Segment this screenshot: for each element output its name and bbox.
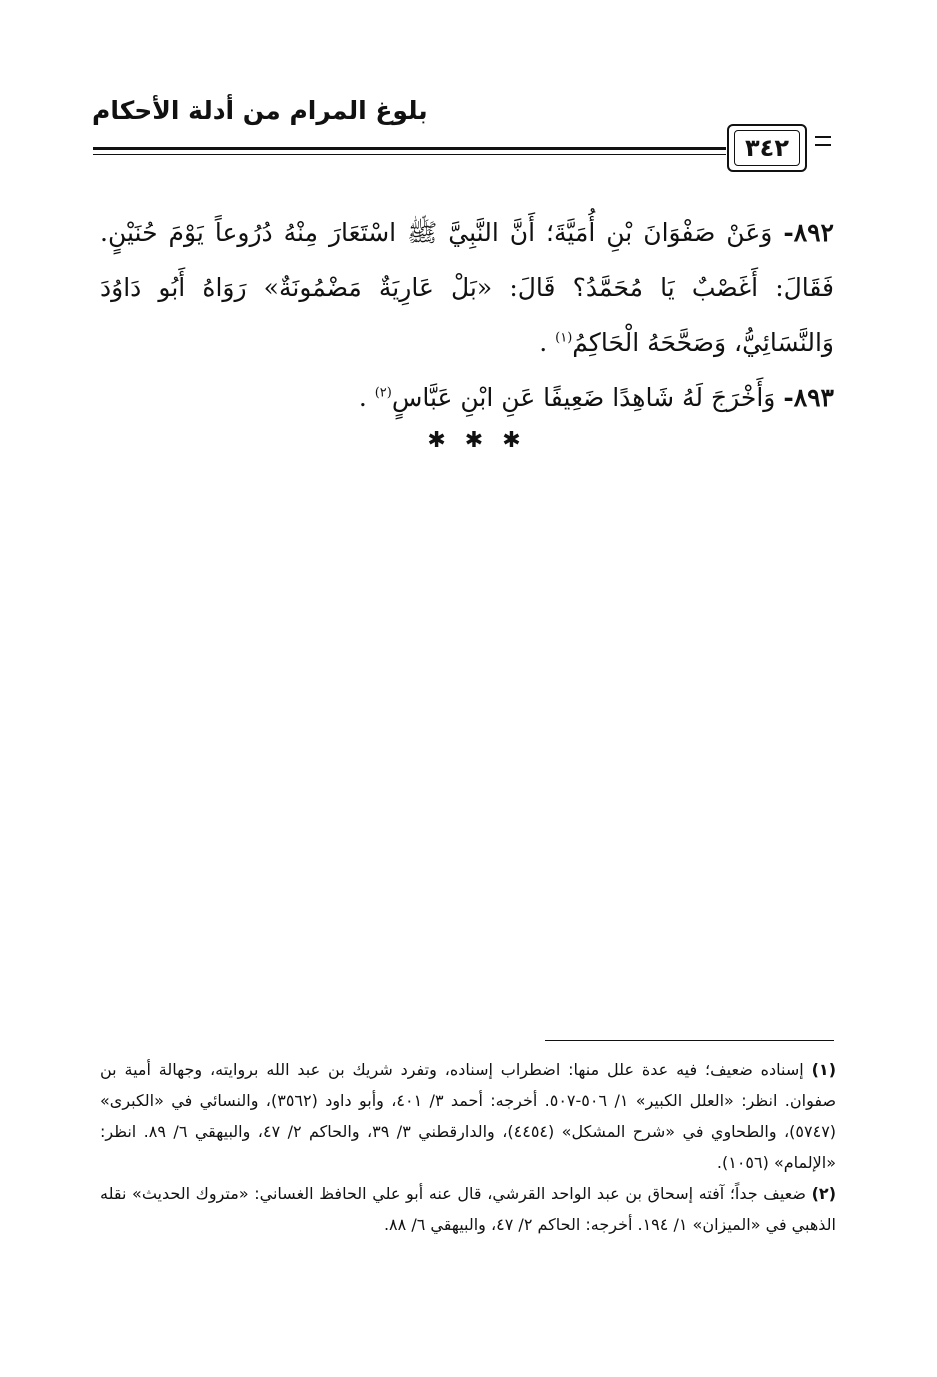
page-number-frame bbox=[727, 124, 807, 172]
asterisk-icon: ✱ bbox=[427, 428, 450, 453]
hadith-text: وَأَخْرَجَ لَهُ شَاهِدًا ضَعِيفًا عَنِ ابْنِ عَبَّاسٍ bbox=[391, 383, 776, 412]
footnote-number: (٢) bbox=[811, 1184, 836, 1203]
hadith-number: ٨٩٣- bbox=[783, 383, 834, 412]
hadith-number: ٨٩٢- bbox=[783, 218, 834, 247]
asterisk-icon: ✱ bbox=[464, 428, 488, 453]
footnote-number: (١) bbox=[811, 1060, 836, 1079]
header-rule-thin bbox=[93, 154, 726, 155]
main-text bbox=[100, 205, 834, 425]
footnote-ref[interactable]: (٢) bbox=[374, 385, 392, 401]
footnotes bbox=[100, 1054, 836, 1240]
footnote-2 bbox=[100, 1178, 836, 1240]
footnote-text: إسناده ضعيف؛ فيه عدة علل منها: اضطراب إسناده، وتفرد شريك بن عبد الله بروايته، وجهالة أمية بن صفوان. انظر: «العلل الكبير» ١/ ٥٠٦-٥٠٧. أخرجه: أحمد ٣/ ٤٠١، وأبو داود (٣٥٦٢)، والنسائي في «الكبرى» (٥٧٤٧)، والطحاوي في «شرح المشكل» (٤٤٥٤)، والدارقطني ٣/ ٣٩، والحاكم ٢/ ٤٧، والبيهقي ٦/ ٨٩. انظر: «الإلمام» (١٠٥٦). bbox=[100, 1060, 837, 1172]
hadith-893 bbox=[100, 370, 834, 425]
footnote-divider bbox=[545, 1040, 834, 1041]
hadith-end: . bbox=[358, 383, 367, 412]
page-number: ٣٤٢ bbox=[734, 130, 800, 166]
hadith-text: وَعَنْ صَفْوَانَ بْنِ أُمَيَّةَ؛ أَنَّ النَّبِيَّ ﷺ اسْتَعَارَ مِنْهُ دُرُوعاً يَوْمَ حُنَيْنٍ. فَقَالَ: أَغَصْبٌ يَا مُحَمَّدُ؟ قَالَ: «بَلْ عَارِيَةٌ مَضْمُونَةٌ» رَوَاهُ أَبُو دَاوُدَ وَالنَّسَائِيُّ، وَصَحَّحَهُ الْحَاكِمُ bbox=[100, 218, 834, 357]
footnote-1 bbox=[100, 1054, 836, 1178]
section-separator bbox=[0, 428, 937, 453]
book-title: بلوغ المرام من أدلة الأحكام bbox=[92, 96, 428, 125]
footnote-text: ضعيف جداً؛ آفته إسحاق بن عبد الواحد القرشي، قال عنه أبو علي الحافظ الغساني: «متروك الحديث» نقله الذهبي في «الميزان» ١/ ١٩٤. أخرجه: الحاكم ٢/ ٤٧، والبيهقي ٦/ ٨٨. bbox=[100, 1184, 836, 1234]
header-ornament bbox=[815, 136, 831, 152]
asterisk-icon: ✱ bbox=[502, 428, 525, 453]
hadith-end: . bbox=[539, 328, 548, 357]
header-rule-thick bbox=[93, 147, 726, 150]
footnote-ref[interactable]: (١) bbox=[555, 330, 573, 346]
hadith-892 bbox=[100, 205, 834, 370]
